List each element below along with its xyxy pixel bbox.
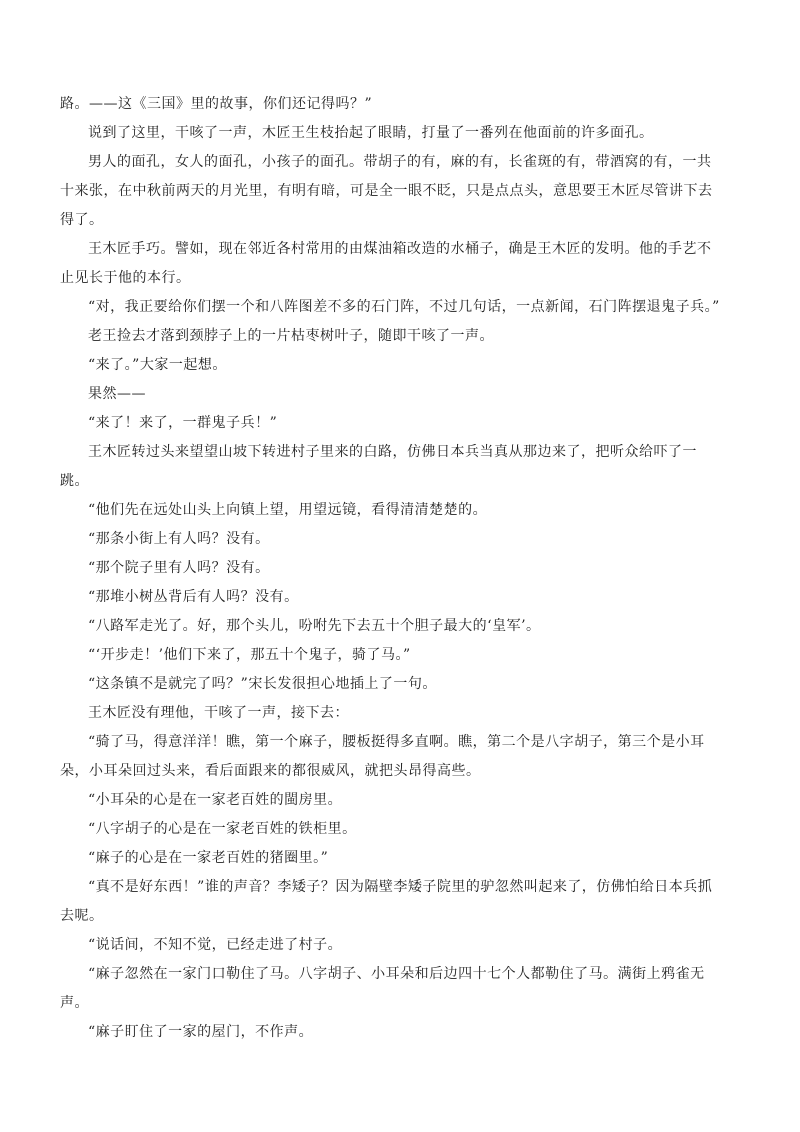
paragraph: “骑了马，得意洋洋！瞧，第一个麻子，腰板挺得多直啊。瞧，第二个是八字胡子，第三个是小耳朵，小耳朵回过头来，看后面跟来的都很威风，就把头昂得高些。: [60, 734, 705, 779]
paragraph: “那个院子里有人吗？没有。: [88, 560, 270, 576]
paragraph: “对，我正要给你们摆一个和八阵图差不多的石门阵，不过几句话，一点新闻，石门阵摆退鬼子兵。”: [88, 299, 720, 315]
paragraph: “这条镇不是就完了吗？”宋长发很担心地插上了一句。: [88, 676, 437, 692]
paragraph: “麻子忽然在一家门口勒住了马。八字胡子、小耳朵和后边四十七个人都勒住了马。满街上鸦雀无声。: [60, 966, 705, 1011]
paragraph: 王木匠转过头来望望山坡下转进村子里来的白路，仿佛日本兵当真从那边来了，把听众给吓了一跳。: [60, 444, 697, 489]
paragraph: 老王捡去才落到颈脖子上的一片枯枣树叶子，随即干咳了一声。: [88, 328, 494, 344]
paragraph: “来了！来了，一群鬼子兵！”: [88, 415, 278, 431]
paragraph: “那堆小树丛背后有人吗？没有。: [88, 589, 299, 605]
paragraph: 男人的面孔，女人的面孔，小孩子的面孔。带胡子的有，麻的有，长雀斑的有，带酒窝的有，一共十来张，在中秋前两天的月光里，有明有暗，可是全一眼不眨，只是点点头，意思要王木匠尽管讲下去得了。: [60, 154, 713, 228]
paragraph: “那条小街上有人吗？没有。: [88, 531, 270, 547]
paragraph: 王木匠没有理他，干咳了一声，接下去：: [88, 705, 349, 721]
paragraph: “他们先在远处山头上向镇上望，用望远镜，看得清清楚楚的。: [88, 502, 488, 518]
paragraph: “说话间，不知不觉，已经走进了村子。: [88, 937, 343, 953]
paragraph: 王木匠手巧。譬如，现在邻近各村常用的由煤油箱改造的水桶子，确是王木匠的发明。他的手艺不止见长于他的本行。: [60, 241, 712, 286]
paragraph: “麻子的心是在一家老百姓的猪圈里。”: [88, 850, 329, 866]
paragraph: 说到了这里，干咳了一声，木匠王生枝抬起了眼睛，打量了一番列在他面前的许多面孔。: [88, 125, 654, 141]
paragraph: “‘开步走！’他们下来了，那五十个鬼子，骑了马。”: [88, 647, 411, 663]
paragraph: “小耳朵的心是在一家老百姓的閩房里。: [88, 792, 343, 808]
paragraph: “真不是好东西！”谁的声音？李矮子？因为隔壁李矮子院里的驴忽然叫起来了，仿佛怕给日本兵抓去呢。: [60, 879, 713, 924]
paragraph: “麻子盯住了一家的屋门，不作声。: [88, 1024, 314, 1040]
paragraph: “来了。”大家一起想。: [88, 357, 227, 373]
paragraph: 果然——: [88, 386, 146, 402]
paragraph: 路。——这《三国》里的故事，你们还记得吗？”: [60, 96, 373, 112]
paragraph: “八字胡子的心是在一家老百姓的铁柜里。: [88, 821, 357, 837]
document-body: [60, 90, 725, 1047]
paragraph: “八路军走光了。好，那个头儿，吩咐先下去五十个胆子最大的‘皇军’。: [88, 618, 541, 634]
